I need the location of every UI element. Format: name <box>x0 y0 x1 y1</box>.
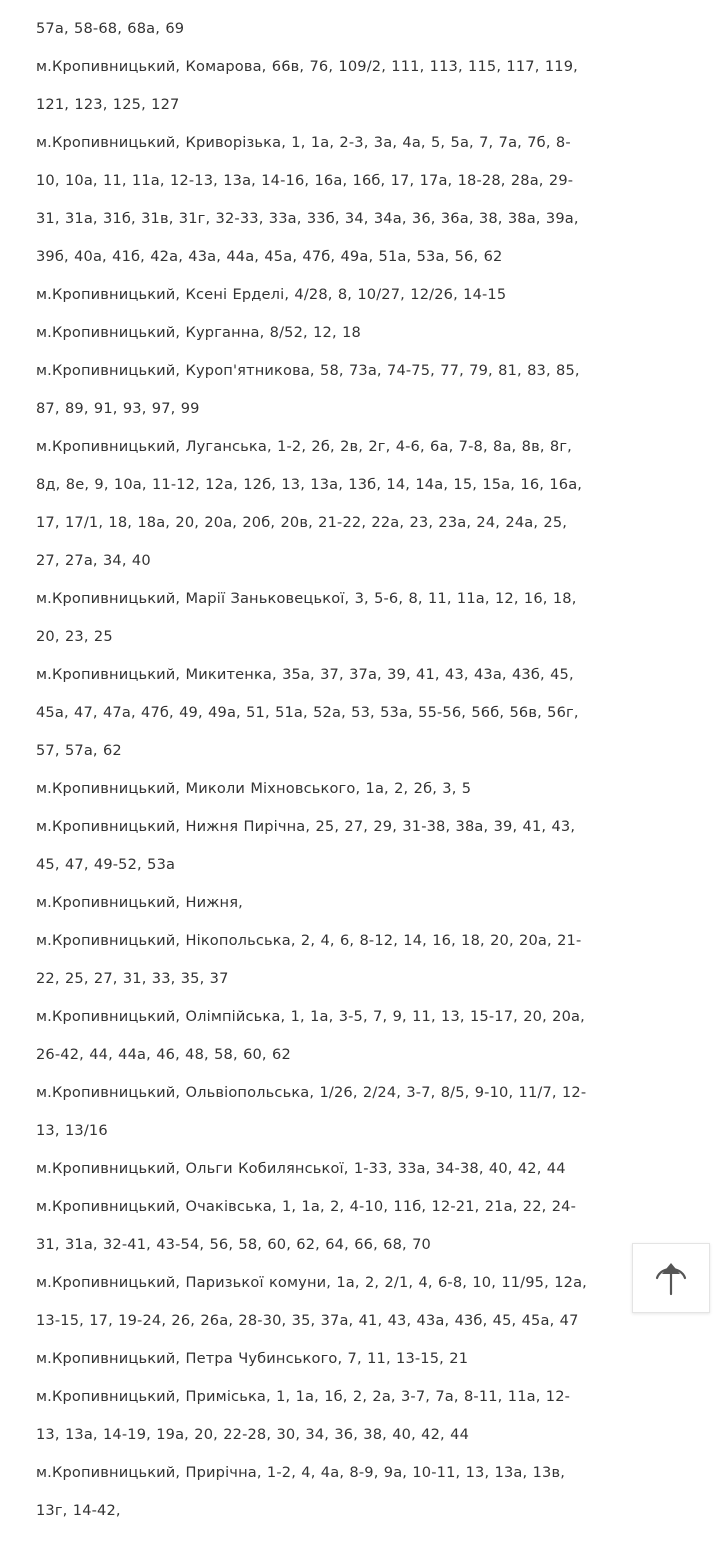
list-item: м.Кропивницький, Микитенка, 35а, 37, 37а, 39, 41, 43, 43а, 43б, 45, 45а, 47, 47а, 47б, 49, 49а, 51, 51а, 52а, 53, 53а, 55-56, 56б, 56в, 56г, 57, 57а, 62 <box>36 656 592 770</box>
list-item: м.Кропивницький, Миколи Міхновського, 1а, 2, 2б, 3, 5 <box>36 770 592 808</box>
list-item: м.Кропивницький, Петра Чубинського, 7, 11, 13-15, 21 <box>36 1340 592 1378</box>
list-item: м.Кропивницький, Нікопольська, 2, 4, 6, 8-12, 14, 16, 18, 20, 20а, 21-22, 25, 27, 31, 33, 35, 37 <box>36 922 592 998</box>
list-item: м.Кропивницький, Куроп'ятникова, 58, 73а, 74-75, 77, 79, 81, 83, 85, 87, 89, 91, 93, 97, 99 <box>36 352 592 428</box>
list-item: м.Кропивницький, Ольги Кобилянської, 1-33, 33а, 34-38, 40, 42, 44 <box>36 1150 592 1188</box>
list-item: м.Кропивницький, Марії Заньковецької, 3, 5-6, 8, 11, 11а, 12, 16, 18, 20, 23, 25 <box>36 580 592 656</box>
list-item: 57а, 58-68, 68а, 69 <box>36 10 592 48</box>
scroll-to-top-button[interactable] <box>632 1243 710 1313</box>
arrow-up-icon <box>649 1258 693 1298</box>
list-item: м.Кропивницький, Криворізька, 1, 1а, 2-3, 3а, 4а, 5, 5а, 7, 7а, 7б, 8-10, 10а, 11, 11а, 12-13, 13а, 14-16, 16а, 16б, 17, 17а, 18-28, 28а, 29-31, 31а, 31б, 31в, 31г, 32-33, 33а, 33б, 34, 34а, 36, 36а, 38, 38а, 39а, 39б, 40а, 41б, 42а, 43а, 44а, 45а, 47б, 49а, 51а, 53а, 56, 62 <box>36 124 592 276</box>
list-item: м.Кропивницький, Комарова, 66в, 76, 109/2, 111, 113, 115, 117, 119, 121, 123, 125, 127 <box>36 48 592 124</box>
list-item: м.Кропивницький, Паризької комуни, 1а, 2, 2/1, 4, 6-8, 10, 11/95, 12а, 13-15, 17, 19-24, 26, 26а, 28-30, 35, 37а, 41, 43, 43а, 43б, 45, 45а, 47 <box>36 1264 592 1340</box>
list-item: м.Кропивницький, Ксені Ерделі, 4/28, 8, 10/27, 12/26, 14-15 <box>36 276 592 314</box>
list-item: м.Кропивницький, Олімпійська, 1, 1а, 3-5, 7, 9, 11, 13, 15-17, 20, 20а, 26-42, 44, 44а, 46, 48, 58, 60, 62 <box>36 998 592 1074</box>
list-item: м.Кропивницький, Прирічна, 1-2, 4, 4а, 8-9, 9а, 10-11, 13, 13а, 13в, 13г, 14-42, <box>36 1454 592 1530</box>
list-item: м.Кропивницький, Ольвіопольська, 1/26, 2/24, 3-7, 8/5, 9-10, 11/7, 12-13, 13/16 <box>36 1074 592 1150</box>
list-item: м.Кропивницький, Луганська, 1-2, 2б, 2в, 2г, 4-6, 6а, 7-8, 8а, 8в, 8г, 8д, 8е, 9, 10а, 11-12, 12а, 12б, 13, 13а, 13б, 14, 14а, 15, 15а, 16, 16а, 17, 17/1, 18, 18а, 20, 20а, 20б, 20в, 21-22, 22а, 23, 23а, 24, 24а, 25, 27, 27а, 34, 40 <box>36 428 592 580</box>
list-item: м.Кропивницький, Нижня, <box>36 884 592 922</box>
list-item: м.Кропивницький, Курганна, 8/52, 12, 18 <box>36 314 592 352</box>
list-item: м.Кропивницький, Нижня Пирічна, 25, 27, 29, 31-38, 38а, 39, 41, 43, 45, 47, 49-52, 53а <box>36 808 592 884</box>
list-item: м.Кропивницький, Приміська, 1, 1а, 1б, 2, 2а, 3-7, 7а, 8-11, 11а, 12-13, 13а, 14-19, 19а, 20, 22-28, 30, 34, 36, 38, 40, 42, 44 <box>36 1378 592 1454</box>
list-item: м.Кропивницький, Очаківська, 1, 1а, 2, 4-10, 11б, 12-21, 21а, 22, 24-31, 31а, 32-41, 43-54, 56, 58, 60, 62, 64, 66, 68, 70 <box>36 1188 592 1264</box>
